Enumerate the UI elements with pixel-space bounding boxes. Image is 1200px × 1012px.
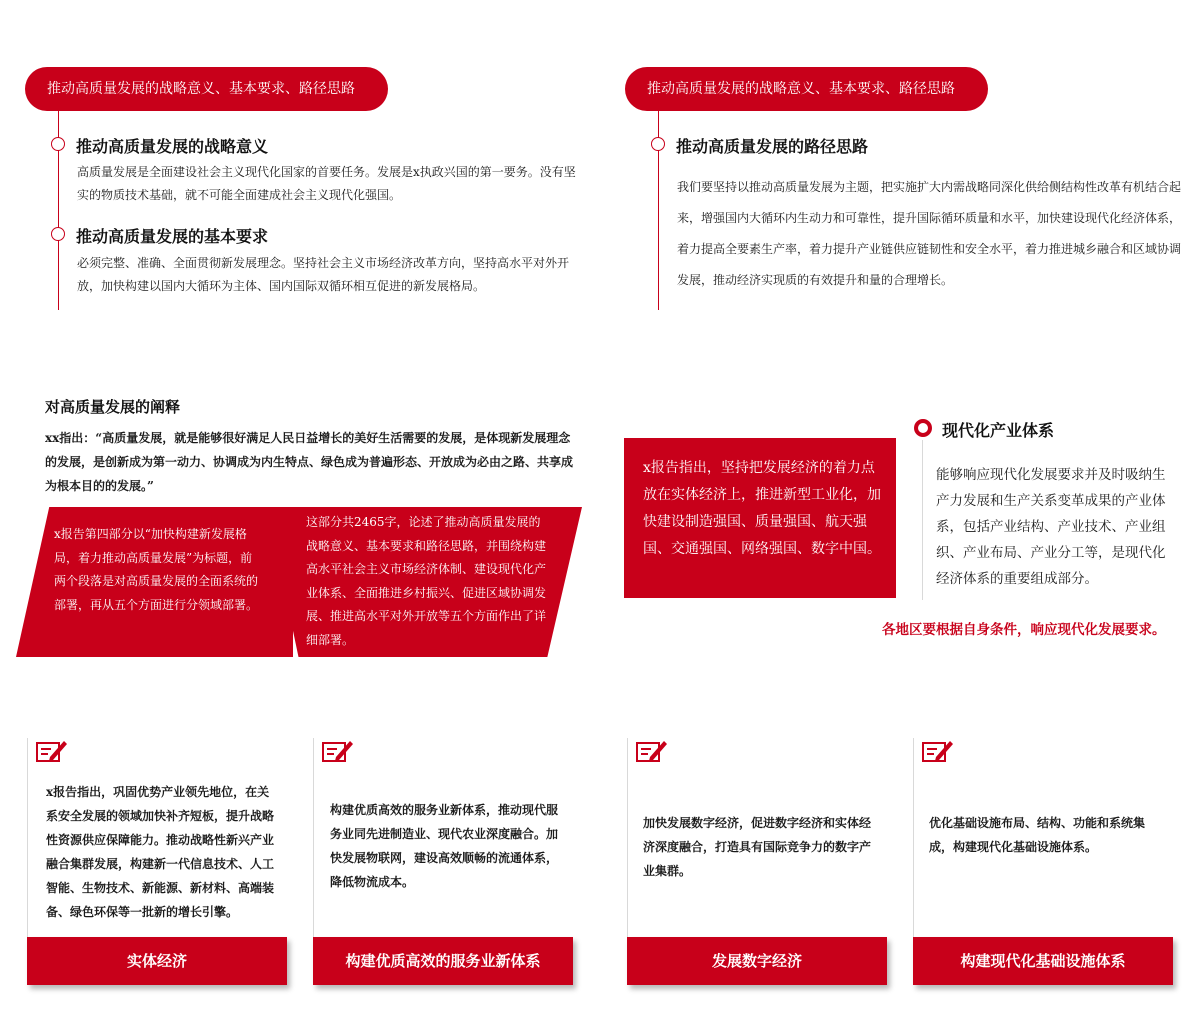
card-infrastructure: [913, 738, 1175, 988]
edit-note-icon: [321, 738, 355, 766]
card-border: [913, 738, 914, 938]
interpretation-title: 对高质量发展的阐释: [45, 398, 181, 416]
digital-economy-button[interactable]: 发展数字经济: [627, 937, 887, 985]
edit-note-icon: [35, 738, 69, 766]
timeline-dot-icon: [651, 137, 665, 151]
section-header-pill-left: 推动高质量发展的战略意义、基本要求、路径思路: [25, 67, 388, 111]
strategic-significance-text: 高质量发展是全面建设社会主义现代化国家的首要任务。发展是x执政兴国的第一要务。没有坚实的物质技术基础，就不可能全面建成社会主义现代化强国。: [77, 165, 576, 202]
card-digital-economy: [627, 738, 889, 988]
interpretation-box-2-text: 这部分共2465字，论述了推动高质量发展的战略意义、基本要求和路径思路，并围绕构建高水平社会主义市场经济体制、建设现代化产业体系、全面推进乡村振兴、促进区域协调发展、推进高水平对外开放等五个方面作出了详细部署。: [306, 515, 547, 647]
modern-industry-red-text: x报告指出，坚持把发展经济的着力点放在实体经济上，推进新型工业化，加快建设制造强国、质量强国、航天强国、交通强国、网络强国、数字中国。: [643, 460, 881, 557]
card-border: [27, 738, 28, 938]
path-thinking-title: 推动高质量发展的路径思路: [676, 137, 869, 156]
card-text: 优化基础设施布局、结构、功能和系统集成，构建现代化基础设施体系。: [929, 816, 1146, 854]
card-text: x报告指出，巩固优势产业领先地位，在关系安全发展的领域加快补齐短板，提升战略性资源供应保障能力。推动战略性新兴产业融合集群发展，构建新一代信息技术、人工智能、生物技术、新能源、新材料、高端装备、绿色环保等一批新的增长引擎。: [46, 785, 275, 919]
basic-requirements-title: 推动高质量发展的基本要求: [76, 227, 269, 246]
card-service-system: [313, 738, 575, 988]
modern-industry-note: 各地区要根据自身条件，响应现代化发展要求。: [882, 622, 1166, 638]
timeline-dot-icon: [51, 227, 65, 241]
divider-line: [922, 440, 923, 600]
service-system-button[interactable]: 构建优质高效的服务业新体系: [313, 937, 573, 985]
modern-industry-title: 现代化产业体系: [942, 421, 1055, 440]
basic-requirements-text: 必须完整、准确、全面贯彻新发展理念。坚持社会主义市场经济改革方向，坚持高水平对外开放，加快构建以国内大循环为主体、国内国际双循环相互促进的新发展格局。: [77, 256, 570, 293]
real-economy-button[interactable]: 实体经济: [27, 937, 287, 985]
edit-note-icon: [921, 738, 955, 766]
infrastructure-button[interactable]: 构建现代化基础设施体系: [913, 937, 1173, 985]
section-header-pill-right: 推动高质量发展的战略意义、基本要求、路径思路: [625, 67, 988, 111]
card-border: [627, 738, 628, 938]
card-text: 构建优质高效的服务业新体系，推动现代服务业同先进制造业、现代农业深度融合。加快发展物联网，建设高效顺畅的流通体系，降低物流成本。: [330, 803, 559, 889]
interpretation-box-1-text: x报告第四部分以“加快构建新发展格局，着力推动高质量发展”为标题，前两个段落是对高质量发展的全面系统的部署，再从五个方面进行分领域部署。: [54, 527, 259, 612]
card-border: [313, 738, 314, 938]
card-text: 加快发展数字经济，促进数字经济和实体经济深度融合，打造具有国际竞争力的数字产业集群。: [643, 816, 872, 878]
timeline-dot-icon: [51, 137, 65, 151]
circle-marker-icon: [914, 419, 932, 437]
interpretation-quote: xx指出：“高质量发展，就是能够很好满足人民日益增长的美好生活需要的发展，是体现新发展理念的发展，是创新成为第一动力、协调成为内生特点、绿色成为普遍形态、开放成为必由之路、共享成为根本目的的发展。”: [45, 431, 574, 493]
strategic-significance-title: 推动高质量发展的战略意义: [76, 137, 269, 156]
path-thinking-text: 我们要坚持以推动高质量发展为主题，把实施扩大内需战略同深化供给侧结构性改革有机结合起来，增强国内大循环内生动力和可靠性，提升国际循环质量和水平，加快建设现代化经济体系，着力提高全要素生产率，着力提升产业链供应链韧性和安全水平，着力推进城乡融合和区域协调发展，推动经济实现质的有效提升和量的合理增长。: [677, 180, 1182, 287]
edit-note-icon: [635, 738, 669, 766]
card-real-economy: [27, 738, 289, 988]
modern-industry-desc: 能够响应现代化发展要求并及时吸纳生产力发展和生产关系变革成果的产业体系，包括产业结构、产业技术、产业组织、产业布局、产业分工等，是现代化经济体系的重要组成部分。: [936, 467, 1166, 587]
